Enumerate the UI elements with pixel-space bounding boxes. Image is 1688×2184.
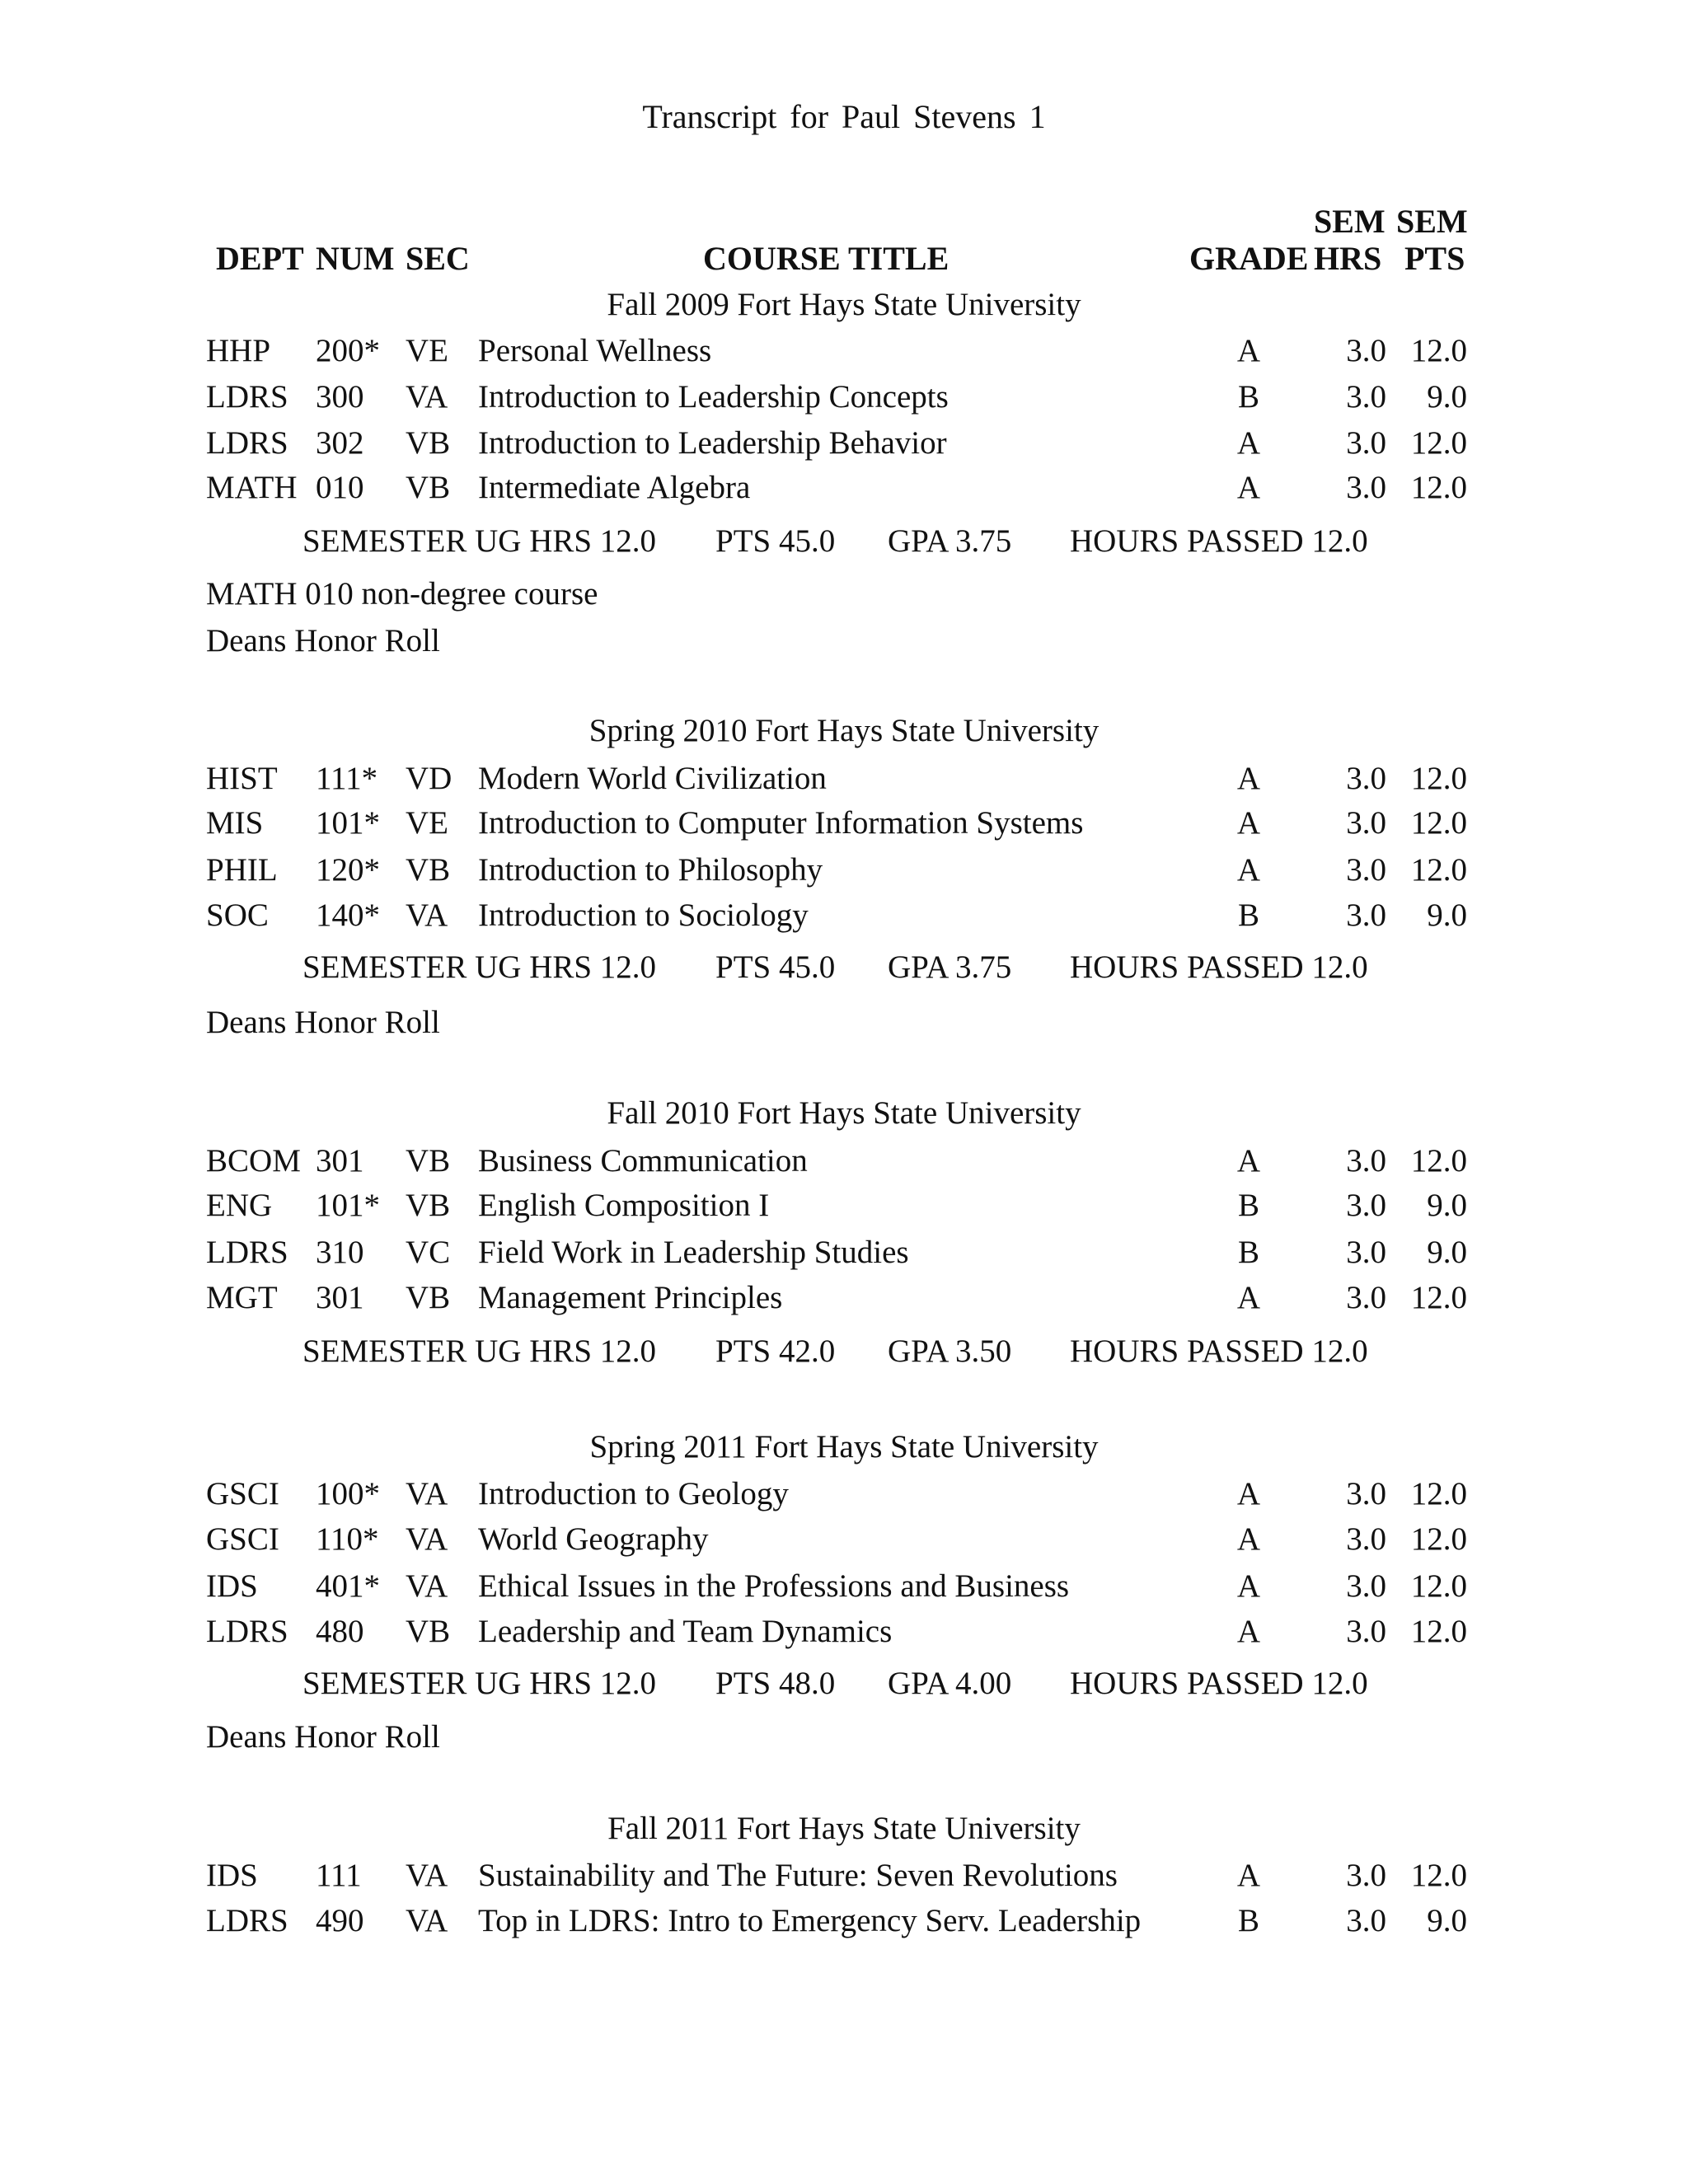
page-title: Transcript for Paul Stevens 1	[642, 98, 1046, 135]
semester-summary	[0, 1665, 1688, 1711]
course-num: 490	[316, 1903, 364, 1938]
course-row	[0, 1475, 1688, 1521]
course-title: Introduction to Computer Information Systems	[478, 805, 1084, 841]
course-pts: 9.0	[1427, 1903, 1467, 1938]
course-pts: 12.0	[1410, 1521, 1467, 1557]
course-num: 101*	[316, 1188, 380, 1223]
course-title: Ethical Issues in the Professions and Business	[478, 1568, 1070, 1604]
course-hrs: 3.0	[1346, 1521, 1386, 1557]
course-num: 110*	[316, 1521, 379, 1557]
course-sec: VB	[406, 1188, 451, 1223]
course-pts: 12.0	[1410, 1476, 1467, 1511]
course-dept: MATH	[206, 470, 298, 505]
course-hrs: 3.0	[1346, 805, 1386, 841]
course-row	[0, 1521, 1688, 1567]
semester-note: Deans Honor Roll	[206, 1005, 440, 1040]
course-row	[0, 1142, 1688, 1188]
semester-title: Fall 2009 Fort Hays State University	[607, 287, 1081, 322]
course-hrs: 3.0	[1346, 1568, 1386, 1604]
course-row	[0, 469, 1688, 515]
course-sec: VA	[406, 1903, 448, 1938]
course-num: 100*	[316, 1476, 380, 1511]
course-dept: LDRS	[206, 425, 288, 461]
semester-summary	[0, 1333, 1688, 1379]
course-num: 301	[316, 1280, 364, 1315]
course-row	[0, 760, 1688, 806]
course-hrs: 3.0	[1346, 333, 1386, 368]
course-grade: A	[1236, 1476, 1261, 1511]
semester-title: Fall 2011 Fort Hays State University	[607, 1811, 1081, 1846]
course-num: 300	[316, 379, 364, 415]
course-row	[0, 1902, 1688, 1948]
course-grade: A	[1236, 805, 1261, 841]
course-sec: VC	[406, 1235, 451, 1270]
semester-summary	[0, 949, 1688, 995]
course-hrs: 3.0	[1346, 379, 1386, 415]
course-dept: ENG	[206, 1188, 273, 1223]
course-num: 101*	[316, 805, 380, 841]
course-sec: VB	[406, 1614, 451, 1649]
course-grade: A	[1236, 761, 1261, 796]
course-num: 111*	[316, 761, 378, 796]
course-title: Sustainability and The Future: Seven Revolutions	[478, 1858, 1118, 1893]
course-dept: HIST	[206, 761, 278, 796]
course-hrs: 3.0	[1346, 898, 1386, 933]
course-dept: IDS	[206, 1568, 258, 1604]
col-grade: GRADE	[1189, 240, 1309, 277]
course-sec: VB	[406, 1280, 451, 1315]
course-sec: VA	[406, 1858, 448, 1893]
course-dept: SOC	[206, 898, 269, 933]
course-dept: MGT	[206, 1280, 278, 1315]
course-pts: 12.0	[1410, 805, 1467, 841]
summary-gpa: GPA 3.75	[888, 949, 1012, 985]
course-grade: B	[1237, 379, 1259, 415]
course-title: Introduction to Sociology	[478, 898, 809, 933]
course-title: Top in LDRS: Intro to Emergency Serv. Leadership	[478, 1903, 1142, 1938]
course-num: 310	[316, 1235, 364, 1270]
summary-hours: SEMESTER UG HRS 12.0	[302, 1666, 657, 1701]
course-row	[0, 1187, 1688, 1233]
course-pts: 12.0	[1410, 425, 1467, 461]
course-dept: LDRS	[206, 1614, 288, 1649]
course-sec: VB	[406, 852, 451, 888]
course-hrs: 3.0	[1346, 761, 1386, 796]
course-grade: A	[1236, 425, 1261, 461]
col-sem-pts: PTS	[1404, 240, 1465, 277]
summary-hours-passed: HOURS PASSED 12.0	[1070, 1666, 1368, 1701]
summary-hours-passed: HOURS PASSED 12.0	[1070, 949, 1368, 985]
summary-gpa: GPA 3.75	[888, 523, 1012, 559]
course-grade: B	[1237, 1903, 1259, 1938]
course-num: 111	[316, 1858, 362, 1893]
course-dept: LDRS	[206, 379, 288, 415]
course-grade: B	[1237, 1188, 1259, 1223]
course-hrs: 3.0	[1346, 1903, 1386, 1938]
course-sec: VA	[406, 1568, 448, 1604]
course-grade: A	[1236, 1858, 1261, 1893]
semester-title: Spring 2010 Fort Hays State University	[588, 713, 1100, 748]
summary-hours: SEMESTER UG HRS 12.0	[302, 1333, 657, 1369]
course-hrs: 3.0	[1346, 1858, 1386, 1893]
course-num: 010	[316, 470, 364, 505]
col-num: NUM	[316, 240, 395, 277]
summary-hours-passed: HOURS PASSED 12.0	[1070, 523, 1368, 559]
course-grade: A	[1236, 1280, 1261, 1315]
course-grade: A	[1236, 470, 1261, 505]
course-hrs: 3.0	[1346, 1614, 1386, 1649]
col-dept: DEPT	[216, 240, 304, 277]
course-title: Modern World Civilization	[478, 761, 827, 796]
course-sec: VB	[406, 470, 451, 505]
course-sec: VB	[406, 1143, 451, 1179]
course-row	[0, 1234, 1688, 1280]
course-grade: A	[1236, 1143, 1261, 1179]
course-num: 140*	[316, 898, 380, 933]
course-pts: 12.0	[1410, 852, 1467, 888]
course-pts: 12.0	[1410, 1280, 1467, 1315]
course-dept: GSCI	[206, 1476, 279, 1511]
course-hrs: 3.0	[1346, 1280, 1386, 1315]
course-pts: 9.0	[1427, 1188, 1467, 1223]
course-title: Introduction to Leadership Behavior	[478, 425, 947, 461]
course-sec: VA	[406, 898, 448, 933]
course-title: Management Principles	[478, 1280, 783, 1315]
course-pts: 12.0	[1410, 1143, 1467, 1179]
course-dept: BCOM	[206, 1143, 301, 1179]
course-row	[0, 897, 1688, 943]
course-title: Leadership and Team Dynamics	[478, 1614, 893, 1649]
course-pts: 9.0	[1427, 898, 1467, 933]
col-sem-hrs: HRS	[1314, 240, 1382, 277]
course-row	[0, 332, 1688, 378]
course-hrs: 3.0	[1346, 425, 1386, 461]
summary-pts: PTS 42.0	[715, 1333, 836, 1369]
course-row	[0, 851, 1688, 898]
course-hrs: 3.0	[1346, 1476, 1386, 1511]
course-row	[0, 424, 1688, 471]
course-num: 120*	[316, 852, 380, 888]
course-row	[0, 1568, 1688, 1614]
course-grade: A	[1236, 1568, 1261, 1604]
course-dept: LDRS	[206, 1235, 288, 1270]
course-num: 302	[316, 425, 364, 461]
course-grade: A	[1236, 333, 1261, 368]
summary-pts: PTS 45.0	[715, 523, 836, 559]
course-row	[0, 804, 1688, 851]
course-num: 301	[316, 1143, 364, 1179]
course-title: Introduction to Philosophy	[478, 852, 823, 888]
course-pts: 9.0	[1427, 379, 1467, 415]
col-sem-hrs-top: SEM	[1314, 203, 1386, 240]
course-title: Personal Wellness	[478, 333, 712, 368]
course-hrs: 3.0	[1346, 852, 1386, 888]
course-pts: 12.0	[1410, 1568, 1467, 1604]
course-pts: 12.0	[1410, 1614, 1467, 1649]
course-grade: A	[1236, 1614, 1261, 1649]
course-dept: MIS	[206, 805, 264, 841]
semester-note: MATH 010 non-degree course	[206, 576, 598, 612]
course-title: Intermediate Algebra	[478, 470, 751, 505]
course-row	[0, 1857, 1688, 1903]
course-pts: 12.0	[1410, 333, 1467, 368]
semester-title: Spring 2011 Fort Hays State University	[589, 1429, 1099, 1465]
course-sec: VB	[406, 425, 451, 461]
course-pts: 12.0	[1410, 470, 1467, 505]
course-grade: A	[1236, 1521, 1261, 1557]
course-sec: VD	[406, 761, 452, 796]
semester-note: Deans Honor Roll	[206, 1719, 440, 1755]
course-dept: PHIL	[206, 852, 278, 888]
course-title: Business Communication	[478, 1143, 808, 1179]
course-title: Introduction to Leadership Concepts	[478, 379, 949, 415]
course-pts: 9.0	[1427, 1235, 1467, 1270]
col-course-title: COURSE TITLE	[703, 240, 950, 277]
course-dept: IDS	[206, 1858, 258, 1893]
course-row	[0, 378, 1688, 424]
course-hrs: 3.0	[1346, 1235, 1386, 1270]
course-grade: B	[1237, 1235, 1259, 1270]
semester-summary	[0, 523, 1688, 569]
course-dept: GSCI	[206, 1521, 279, 1557]
summary-pts: PTS 45.0	[715, 949, 836, 985]
col-sec: SEC	[406, 240, 470, 277]
summary-gpa: GPA 3.50	[888, 1333, 1012, 1369]
course-title: Field Work in Leadership Studies	[478, 1235, 909, 1270]
course-sec: VA	[406, 379, 448, 415]
semester-title: Fall 2010 Fort Hays State University	[607, 1095, 1081, 1131]
course-dept: HHP	[206, 333, 271, 368]
course-hrs: 3.0	[1346, 1188, 1386, 1223]
course-sec: VE	[406, 333, 448, 368]
course-num: 480	[316, 1614, 364, 1649]
course-grade: B	[1237, 898, 1259, 933]
summary-hours: SEMESTER UG HRS 12.0	[302, 949, 657, 985]
course-sec: VE	[406, 805, 448, 841]
course-sec: VA	[406, 1521, 448, 1557]
semester-note: Deans Honor Roll	[206, 623, 440, 658]
summary-hours: SEMESTER UG HRS 12.0	[302, 523, 657, 559]
course-pts: 12.0	[1410, 761, 1467, 796]
course-pts: 12.0	[1410, 1858, 1467, 1893]
course-hrs: 3.0	[1346, 1143, 1386, 1179]
course-dept: LDRS	[206, 1903, 288, 1938]
course-title: World Geography	[478, 1521, 709, 1557]
course-row	[0, 1279, 1688, 1325]
course-num: 401*	[316, 1568, 380, 1604]
summary-hours-passed: HOURS PASSED 12.0	[1070, 1333, 1368, 1369]
course-num: 200*	[316, 333, 380, 368]
summary-gpa: GPA 4.00	[888, 1666, 1012, 1701]
course-hrs: 3.0	[1346, 470, 1386, 505]
course-row	[0, 1613, 1688, 1659]
summary-pts: PTS 48.0	[715, 1666, 836, 1701]
course-title: English Composition I	[478, 1188, 770, 1223]
course-sec: VA	[406, 1476, 448, 1511]
course-grade: A	[1236, 852, 1261, 888]
course-title: Introduction to Geology	[478, 1476, 789, 1511]
col-sem-pts-top: SEM	[1396, 203, 1468, 240]
